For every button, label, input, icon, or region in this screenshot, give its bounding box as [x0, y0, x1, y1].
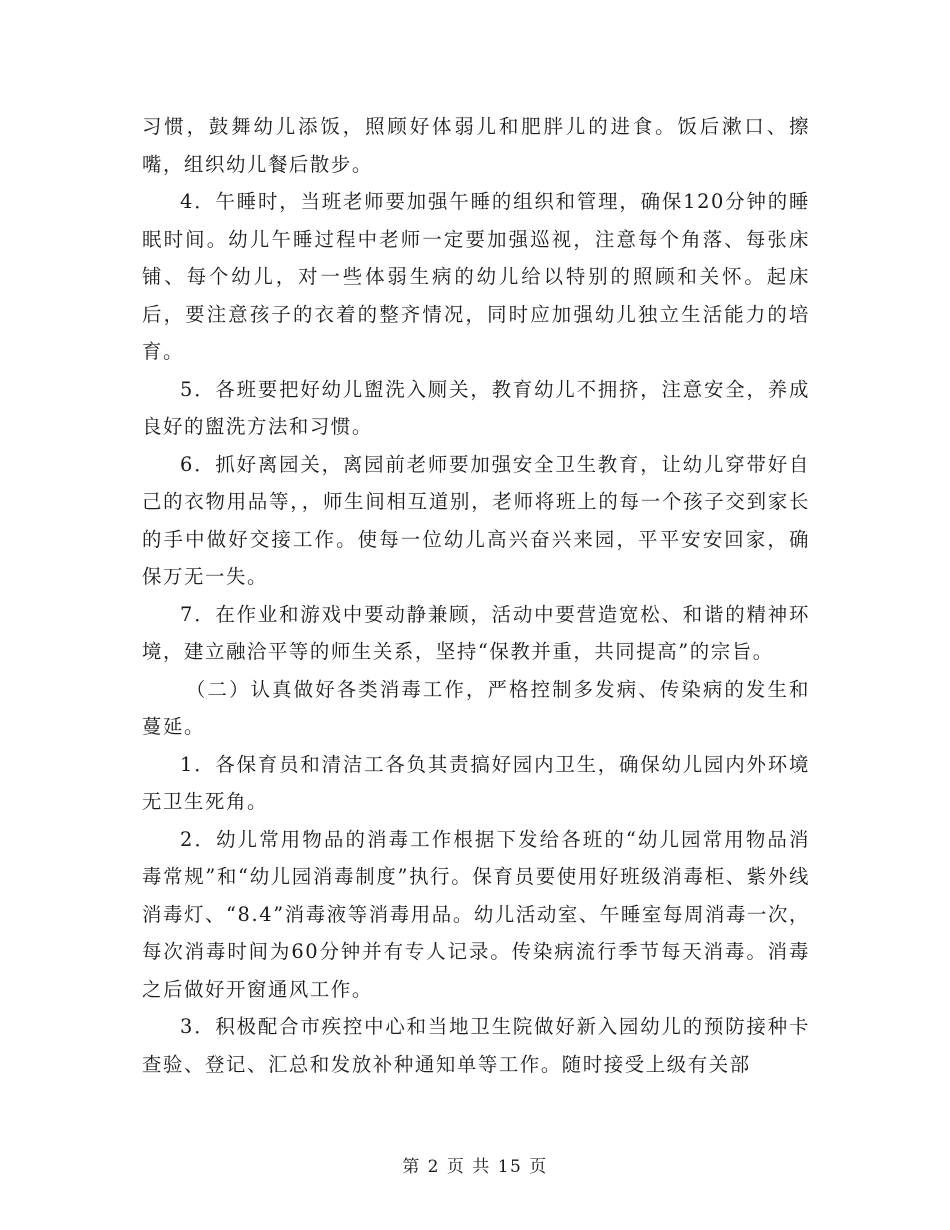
- page-number-footer: 第 2 页 共 15 页: [402, 1157, 548, 1177]
- paragraph-item-3-vaccination: 3．积极配合市疾控中心和当地卫生院做好新入园幼儿的预防接种卡查验、登记、汇总和发放补种通知单等工作。随时接受上级有关部: [142, 1015, 810, 1076]
- paragraph-item-6-departure: 6．抓好离园关，离园前老师要加强安全卫生教育，让幼儿穿带好自己的衣物用品等，，师生间相互道别，老师将班上的每一个孩子交到家长的手中做好交接工作。使每一位幼儿高兴奋兴来园，平平安安回家，确保万无一失。: [142, 452, 810, 588]
- paragraph-item-7-activities: 7．在作业和游戏中要动静兼顾，活动中要营造宽松、和谐的精神环境，建立融洽平等的师生关系，坚持“保教并重，共同提高”的宗旨。: [142, 602, 810, 663]
- paragraph-item-5-washing: 5．各班要把好幼儿盥洗入厕关，教育幼儿不拥挤，注意安全，养成良好的盥洗方法和习惯。: [142, 377, 810, 438]
- section-heading-disinfection: （二）认真做好各类消毒工作，严格控制多发病、传染病的发生和蔓延。: [142, 677, 810, 738]
- paragraph-item-1-hygiene: 1．各保育员和清洁工各负其责搞好园内卫生，确保幼儿园内外环境无卫生死角。: [142, 752, 810, 813]
- paragraph-continuation: 习惯，鼓舞幼儿添饭，照顾好体弱儿和肥胖儿的进食。饭后漱口、擦嘴，组织幼儿餐后散步。: [142, 115, 810, 176]
- paragraph-item-2-disinfection: 2．幼儿常用物品的消毒工作根据下发给各班的“幼儿园常用物品消毒常规”和“幼儿园消毒制度”执行。保育员要使用好班级消毒柜、紫外线消毒灯、“8.4”消毒液等消毒用品。幼儿活动室、午睡室每周消毒一次，每次消毒时间为60分钟并有专人记录。传染病流行季节每天消毒。消毒之后做好开窗通风工作。: [142, 827, 810, 1001]
- document-body: [142, 108, 810, 1083]
- paragraph-item-4-nap: 4．午睡时，当班老师要加强午睡的组织和管理，确保120分钟的睡眠时间。幼儿午睡过程中老师一定要加强巡视，注意每个角落、每张床铺、每个幼儿，对一些体弱生病的幼儿给以特别的照顾和关怀。起床后，要注意孩子的衣着的整齐情况，同时应加强幼儿独立生活能力的培育。: [142, 190, 810, 363]
